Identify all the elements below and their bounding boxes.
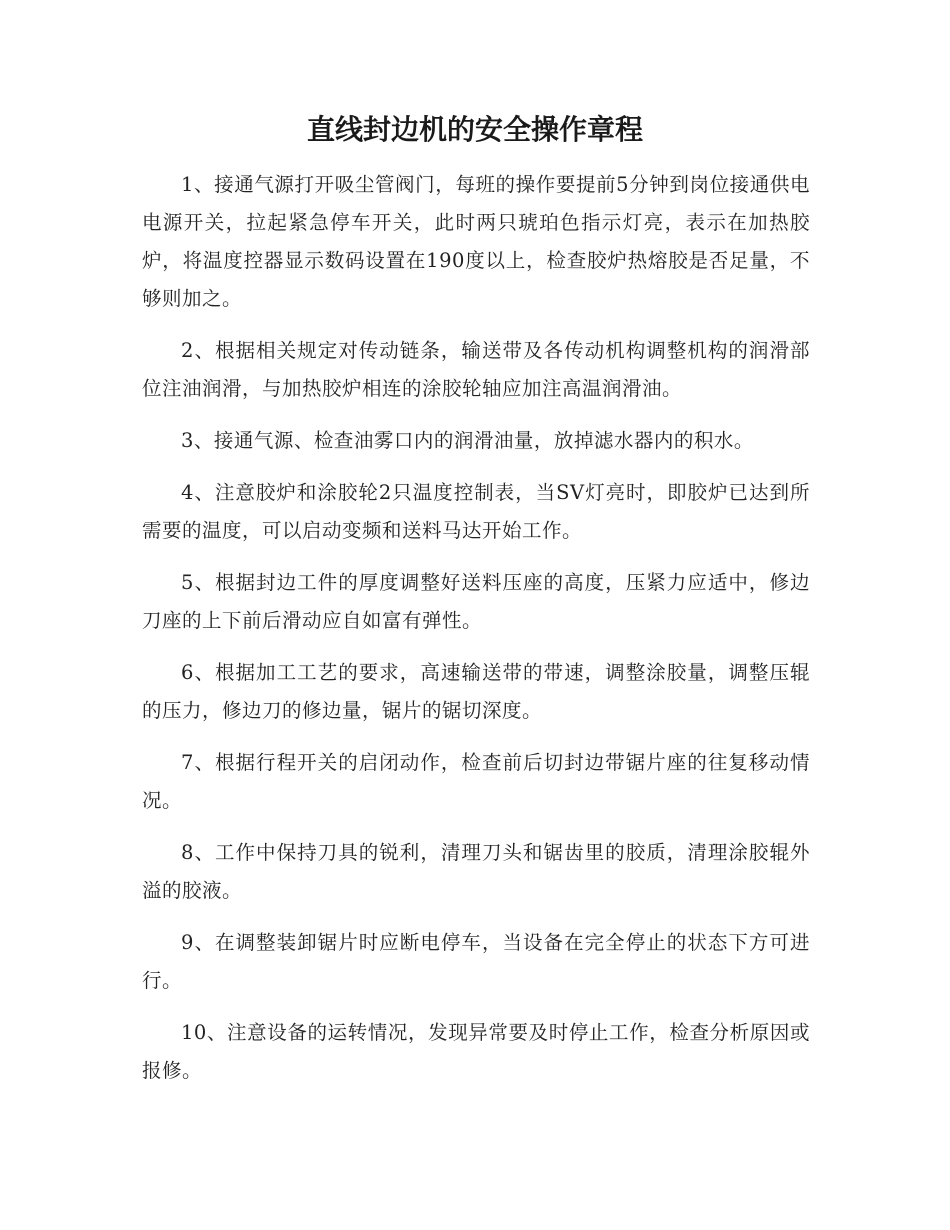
document-body — [142, 166, 810, 1104]
paragraph-4: 4、注意胶炉和涂胶轮2只温度控制表，当SV灯亮时，即胶炉已达到所需要的温度，可以启动变频和送料马达开始工作。 — [142, 481, 810, 542]
document-title: 直线封边机的安全操作章程 — [306, 113, 643, 146]
paragraph-10: 10、注意设备的运转情况，发现异常要及时停止工作，检查分析原因或报修。 — [142, 1021, 810, 1082]
paragraph-5: 5、根据封边工件的厚度调整好送料压座的高度，压紧力应适中，修边刀座的上下前后滑动应自如富有弹性。 — [142, 571, 810, 632]
paragraph-2: 2、根据相关规定对传动链条，输送带及各传动机构调整机构的润滑部位注油润滑，与加热胶炉相连的涂胶轮轴应加注高温润滑油。 — [142, 339, 810, 400]
paragraph-3: 3、接通气源、检查油雾口内的润滑油量，放掉滤水器内的积水。 — [181, 429, 754, 452]
paragraph-1: 1、接通气源打开吸尘管阀门，每班的操作要提前5分钟到岗位接通供电电源开关，拉起紧急停车开关，此时两只琥珀色指示灯亮，表示在加热胶炉，将温度控器显示数码设置在190度以上，检查胶炉热熔胶是否足量，不够则加之。 — [142, 173, 810, 310]
paragraph-9: 9、在调整装卸锯片时应断电停车，当设备在完全停止的状态下方可进行。 — [142, 931, 810, 992]
paragraph-8: 8、工作中保持刀具的锐利，清理刀头和锯齿里的胶质，清理涂胶辊外溢的胶液。 — [142, 841, 810, 902]
paragraph-7: 7、根据行程开关的启闭动作，检查前后切封边带锯片座的往复移动情况。 — [142, 751, 810, 812]
paragraph-6: 6、根据加工工艺的要求，高速输送带的带速，调整涂胶量，调整压辊的压力，修边刀的修边量，锯片的锯切深度。 — [142, 661, 810, 722]
